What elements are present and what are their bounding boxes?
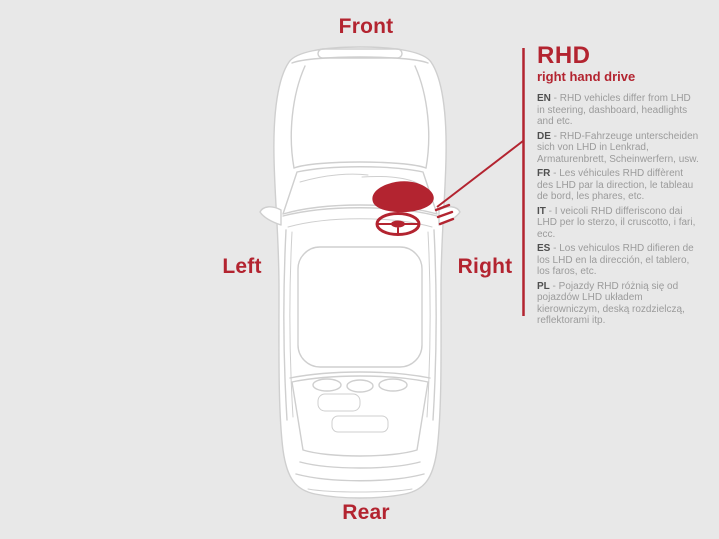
callout-entry-es [537, 243, 699, 278]
entry-text: I veicoli RHD differiscono dai LHD per lo sterzo, il cruscotto, i fari, ecc. [537, 205, 696, 240]
label-rear: Rear [342, 501, 390, 524]
language-code: FR [537, 168, 551, 179]
separator: - [550, 93, 560, 104]
callout-entry-en [537, 93, 699, 128]
language-code: DE [537, 130, 551, 142]
callout-entry-pl [537, 281, 699, 327]
label-right: Right [457, 255, 513, 278]
rhd-callout [537, 44, 699, 330]
separator: - [549, 280, 559, 292]
label-left: Left [222, 255, 262, 278]
callout-entry-fr [537, 168, 699, 203]
separator: - [550, 243, 560, 254]
entry-text: RHD-Fahrzeuge unterscheiden sich von LHD in Lenkrad, Armaturenbrett, Scheinwerfern, usw. [537, 130, 699, 165]
language-code: PL [537, 280, 550, 292]
callout-connector-line [437, 141, 523, 207]
language-code: ES [537, 243, 551, 254]
label-front: Front [338, 15, 394, 38]
entry-text: Les véhicules RHD diffèrent des LHD par la direction, le tableau de bord, les phares, etc. [537, 168, 694, 202]
callout-entry-it [537, 206, 699, 241]
separator: - [545, 205, 555, 217]
language-code: EN [537, 93, 551, 104]
separator: - [550, 130, 560, 142]
side-mirror-left [260, 207, 281, 225]
callout-title: RHD [537, 42, 591, 69]
language-code: IT [537, 205, 546, 217]
callout-entry-de [537, 131, 699, 166]
car-top-view [260, 47, 460, 498]
separator: - [550, 168, 560, 179]
entry-text: Pojazdy RHD różnią się od pojazdów LHD układem kierowniczym, deską rozdzielczą, reflektorami itp. [537, 280, 685, 326]
entry-text: Los vehiculos RHD difieren de los LHD en la dirección, el tablero, los faros, etc. [537, 243, 694, 277]
callout-subtitle: right hand drive [537, 69, 636, 84]
entry-text: RHD vehicles differ from LHD in steering, dashboard, headlights and etc. [537, 93, 691, 127]
steering-wheel-hub [391, 221, 405, 228]
